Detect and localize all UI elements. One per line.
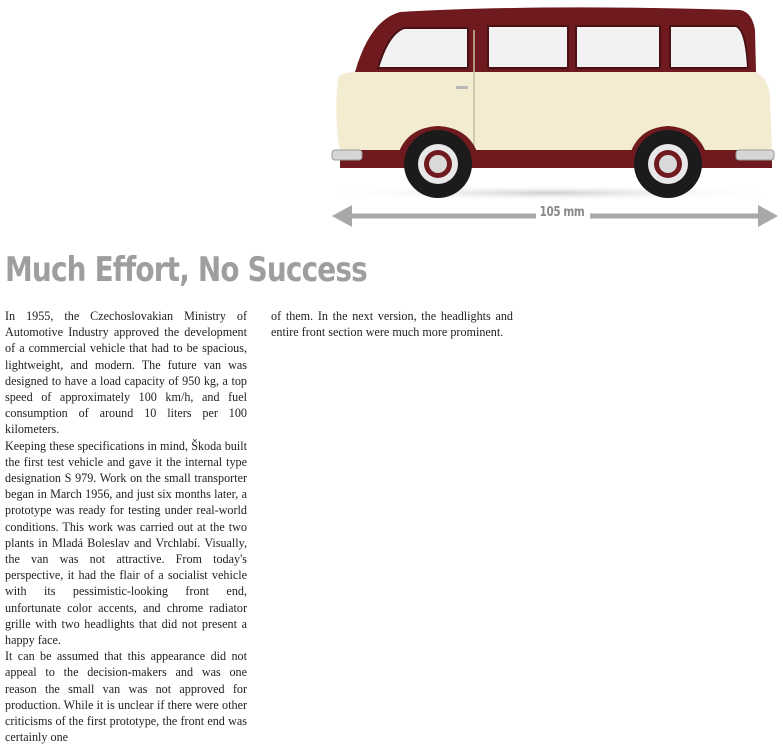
text-column-2: [271, 308, 513, 340]
paragraph: It can be assumed that this appearance did not appeal to the decision-makers and was one reason the small van was not approved for production. While it is unclear if there were other criticisms of the first prototype, the front end was certainly one: [5, 649, 247, 745]
van-illustration: [300, 0, 783, 235]
van-model-image: [300, 0, 783, 235]
paragraph: In 1955, the Czechoslovakian Ministry of Automotive Industry approved the development of a commercial vehicle that had to be spacious, lightweight, and modern. The future van was designed to have a load capacity of 950 kg, a top speed of approximately 100 km/h, and fuel consumption of around 10 liters per 100 kilometers.: [5, 309, 247, 437]
paragraph: Keeping these specifications in mind, Škoda built the first test vehicle and gave it the internal type designation S 979. Work on the small transporter began in March 1956, and just six months later, a prototype was ready for testing under real-world conditions. This work was carried out at the two plants in Mladá Boleslav and Vrchlabí. Visually, the van was not attractive. From today's perspective, it had the flair of a socialist vehicle with its pessimistic-looking front end, unfortunate color accents, and chrome radiator grille with two headlights that did not present a happy face.: [5, 438, 247, 648]
text-column-1: [5, 308, 247, 745]
section-heading: Much Effort, No Success: [5, 250, 367, 290]
dimension-label: 105 mm: [539, 205, 585, 220]
paragraph: of them. In the next version, the headlights and entire front section were much more prominent.: [271, 309, 513, 340]
